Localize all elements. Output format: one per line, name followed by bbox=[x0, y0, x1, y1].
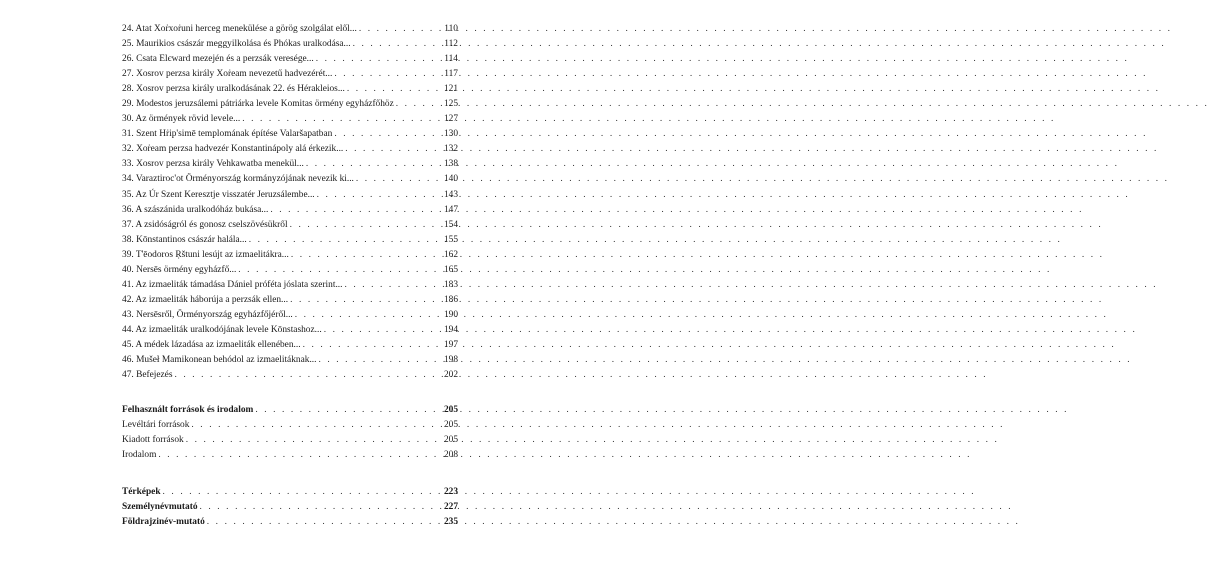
toc-entry-title: 46. Mušeł Mamikonean behódol az izmaelitáknak... bbox=[122, 355, 317, 366]
toc-chapter-row bbox=[122, 82, 458, 97]
dot-leader bbox=[191, 418, 434, 433]
toc-chapter-row bbox=[122, 233, 458, 248]
dot-leader bbox=[353, 37, 434, 52]
toc-chapter-row bbox=[122, 188, 458, 203]
toc-chapter-row bbox=[122, 52, 458, 67]
dot-leader bbox=[290, 218, 434, 233]
toc-index-row bbox=[122, 515, 458, 530]
dot-leader bbox=[158, 448, 434, 463]
dot-leader bbox=[249, 233, 434, 248]
toc-chapter-row bbox=[122, 278, 458, 293]
toc-entry-title: Személynévmutató bbox=[122, 502, 198, 513]
dot-leader bbox=[238, 263, 434, 278]
toc-page-number: 162 bbox=[443, 249, 458, 260]
toc-chapter-row bbox=[122, 172, 458, 187]
toc-page-number: 125 bbox=[443, 99, 458, 110]
toc-chapter-row bbox=[122, 142, 458, 157]
toc-entry-title: Térképek bbox=[122, 487, 161, 498]
toc-page-number: 130 bbox=[443, 129, 458, 140]
toc-entry-title: 47. Befejezés bbox=[122, 370, 173, 381]
toc-entry-title: 43. Nersēsről, Örményország egyházfőjéről... bbox=[122, 309, 293, 320]
dot-leader bbox=[345, 142, 434, 157]
dot-leader bbox=[334, 67, 434, 82]
toc-chapter-row bbox=[122, 218, 458, 233]
toc-chapter-row bbox=[122, 203, 458, 218]
toc-page-number: 127 bbox=[443, 114, 458, 125]
table-of-contents bbox=[122, 22, 458, 530]
toc-page-number: 117 bbox=[444, 69, 458, 80]
toc-page-number: 165 bbox=[443, 264, 458, 275]
toc-entry-title: 34. Varaztiroc'ot Örményország kormányzójának nevezik ki... bbox=[122, 174, 354, 185]
toc-chapter-row bbox=[122, 263, 458, 278]
toc-chapter-row bbox=[122, 112, 458, 127]
dot-leader bbox=[306, 157, 434, 172]
dot-leader bbox=[175, 368, 435, 383]
toc-page-number: 112 bbox=[444, 39, 458, 50]
toc-sources-row bbox=[122, 403, 458, 418]
dot-leader bbox=[396, 97, 434, 112]
dot-leader bbox=[200, 500, 434, 515]
toc-chapter-row bbox=[122, 97, 458, 112]
toc-entry-title: 31. Szent Hṙip'simē templomának építése Valaršapatban bbox=[122, 129, 333, 140]
dot-leader bbox=[270, 203, 434, 218]
toc-entry-title: 36. A szászánida uralkodóház bukása... bbox=[122, 204, 269, 215]
toc-page-number: 235 bbox=[443, 517, 458, 528]
toc-page-number: 186 bbox=[443, 294, 458, 305]
toc-page-number: 227 bbox=[443, 502, 458, 513]
toc-entry-title: Kiadott források bbox=[122, 435, 184, 446]
toc-page-number: 183 bbox=[443, 279, 458, 290]
toc-entry-title: 39. T'ēodoros Ṛštuni lesújt az izmaelitákra... bbox=[122, 249, 289, 260]
toc-chapter-row bbox=[122, 323, 458, 338]
toc-page-number: 205 bbox=[443, 420, 458, 431]
toc-page-number: 140 bbox=[443, 174, 458, 185]
dot-leader bbox=[345, 278, 435, 293]
toc-page-number: 155 bbox=[443, 234, 458, 245]
dot-leader bbox=[255, 403, 434, 418]
dot-leader bbox=[295, 308, 434, 323]
toc-chapter-row bbox=[122, 353, 458, 368]
toc-page-number: 205 bbox=[443, 405, 458, 416]
toc-entry-title: Felhasznált források és irodalom bbox=[122, 405, 254, 416]
toc-chapter-row bbox=[122, 248, 458, 263]
toc-entry-title: Földrajzinév-mutató bbox=[122, 517, 205, 528]
dot-leader bbox=[291, 248, 434, 263]
toc-entry-title: 29. Modestos jeruzsálemi pátriárka levele Komitas örmény egyházfőhöz bbox=[122, 99, 394, 110]
toc-page-number: 197 bbox=[443, 339, 458, 350]
chapter-list bbox=[122, 22, 458, 383]
toc-entry-title: 45. A médek lázadása az izmaeliták ellenében... bbox=[122, 339, 301, 350]
toc-page-number: 110 bbox=[444, 24, 458, 34]
toc-chapter-row bbox=[122, 22, 458, 37]
toc-page-number: 154 bbox=[443, 219, 458, 230]
dot-leader bbox=[316, 52, 434, 67]
dot-leader bbox=[317, 188, 434, 203]
toc-entry-title: 25. Maurikios császár meggyilkolása és Phókas uralkodása... bbox=[122, 39, 351, 50]
toc-page-number: 194 bbox=[443, 324, 458, 335]
sources-list bbox=[122, 403, 458, 463]
dot-leader bbox=[318, 353, 434, 368]
toc-sources-row bbox=[122, 433, 458, 448]
toc-page-number: 121 bbox=[443, 84, 458, 95]
toc-chapter-row bbox=[122, 127, 458, 142]
toc-page-number: 205 bbox=[443, 435, 458, 446]
toc-entry-title: 32. Xoṙeam perzsa hadvezér Konstantinápoly alá érkezik... bbox=[122, 144, 344, 155]
toc-entry-title: 28. Xosrov perzsa király uralkodásának 22. és Hérakleios... bbox=[122, 84, 345, 95]
toc-page-number: 143 bbox=[443, 189, 458, 200]
toc-page-number: 208 bbox=[443, 450, 458, 461]
toc-chapter-row bbox=[122, 37, 458, 52]
toc-entry-title: 35. Az Úr Szent Keresztje visszatér Jeruzsálembe... bbox=[122, 189, 315, 200]
toc-page-number: 202 bbox=[443, 370, 458, 381]
toc-page-number: 223 bbox=[443, 487, 458, 498]
toc-entry-title: 38. Kōnstantinos császár halála... bbox=[122, 234, 247, 245]
dot-leader bbox=[324, 323, 434, 338]
toc-page-number: 198 bbox=[443, 355, 458, 366]
dot-leader bbox=[334, 127, 434, 142]
toc-sources-row bbox=[122, 448, 458, 463]
toc-entry-title: 40. Nersēs örmény egyházfő... bbox=[122, 264, 237, 275]
toc-entry-title: 26. Csata Elєward mezején és a perzsák veresége... bbox=[122, 54, 314, 65]
dot-leader bbox=[356, 172, 434, 187]
indexes-list bbox=[122, 485, 458, 530]
toc-entry-title: 44. Az izmaeliták uralkodójának levele Kōnstashoz... bbox=[122, 324, 322, 335]
toc-chapter-row bbox=[122, 67, 458, 82]
toc-index-row bbox=[122, 500, 458, 515]
toc-chapter-row bbox=[122, 308, 458, 323]
toc-entry-title: 24. Atat Xoṙxoṙuni herceg menekülése a görög szolgálat elől... bbox=[122, 24, 357, 34]
toc-page-number: 114 bbox=[444, 54, 458, 65]
toc-entry-title: 42. Az izmaeliták háborúja a perzsák ellen... bbox=[122, 294, 289, 305]
toc-entry-title: 37. A zsidóságról és gonosz cselszövésükről bbox=[122, 219, 288, 230]
toc-entry-title: 30. Az örmények rövid levele... bbox=[122, 114, 241, 125]
toc-entry-title: 41. Az izmaeliták támadása Dániel próféta jóslata szerint... bbox=[122, 279, 343, 290]
toc-page-number: 190 bbox=[443, 309, 458, 320]
toc-entry-title: 33. Xosrov perzsa király Vehkawatba menekül... bbox=[122, 159, 304, 170]
toc-page-number: 147 bbox=[443, 204, 458, 215]
dot-leader bbox=[242, 112, 434, 127]
toc-chapter-row bbox=[122, 338, 458, 353]
dot-leader bbox=[290, 293, 434, 308]
toc-chapter-row bbox=[122, 157, 458, 172]
dot-leader bbox=[207, 515, 434, 530]
dot-leader bbox=[163, 485, 434, 500]
dot-leader bbox=[347, 82, 434, 97]
toc-chapter-row bbox=[122, 368, 458, 383]
toc-sources-row bbox=[122, 418, 458, 433]
dot-leader bbox=[359, 22, 434, 37]
dot-leader bbox=[186, 433, 434, 448]
dot-leader bbox=[303, 338, 434, 353]
toc-page-number: 132 bbox=[443, 144, 458, 155]
toc-entry-title: 27. Xosrov perzsa király Xoṙeam nevezetű hadvezérét... bbox=[122, 69, 333, 80]
toc-entry-title: Irodalom bbox=[122, 450, 157, 461]
toc-index-row bbox=[122, 485, 458, 500]
toc-entry-title: Levéltári források bbox=[122, 420, 190, 431]
toc-page-number: 138 bbox=[443, 159, 458, 170]
toc-chapter-row bbox=[122, 293, 458, 308]
